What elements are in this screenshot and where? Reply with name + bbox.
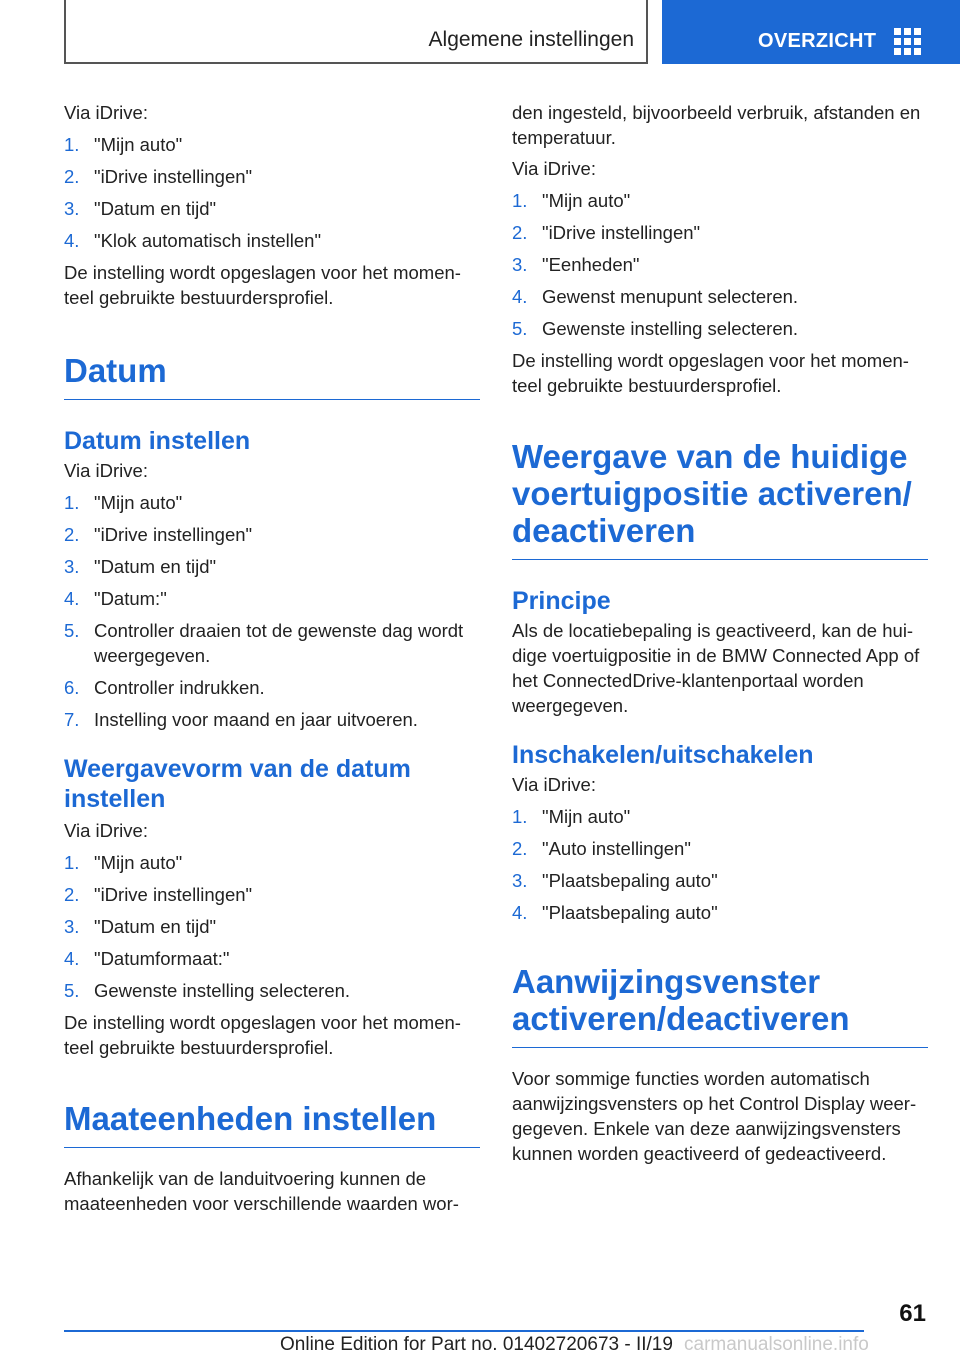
step-text: "iDrive instellingen"	[94, 884, 253, 905]
intro-steps	[64, 132, 480, 253]
hints-heading: Aanwijzingsvenster activeren/deactiveren	[512, 963, 928, 1048]
step-number: 2.	[512, 838, 528, 859]
principle-heading: Principe	[512, 587, 611, 615]
step-number: 1.	[64, 492, 80, 513]
list-item	[64, 196, 480, 221]
step-number: 1.	[64, 852, 80, 873]
datum-set-via: Via iDrive:	[64, 460, 148, 481]
list-item	[64, 850, 480, 875]
step-number: 2.	[512, 222, 528, 243]
footer-divider	[64, 1330, 864, 1332]
step-number: 2.	[64, 166, 80, 187]
step-text: "Datum en tijd"	[94, 916, 217, 937]
step-text: Instelling voor maand en jaar uitvoeren.	[94, 709, 418, 730]
units-note: De instelling wordt opgeslagen voor het momen‐teel gebruikte bestuurdersprofiel.	[512, 350, 909, 396]
list-item	[512, 220, 928, 245]
step-text: "Mijn auto"	[94, 134, 183, 155]
step-text: "Mijn auto"	[94, 492, 183, 513]
intro-note: De instelling wordt opgeslagen voor het momen‐teel gebruikte bestuurdersprofiel.	[64, 262, 461, 308]
step-text: "Datumformaat:"	[94, 948, 230, 969]
step-text: "Plaatsbepaling auto"	[542, 870, 718, 891]
step-text: Gewenst menupunt selecteren.	[542, 286, 799, 307]
grid-icon	[894, 28, 922, 56]
step-number: 3.	[64, 916, 80, 937]
step-number: 2.	[64, 884, 80, 905]
units-via: Via iDrive:	[512, 158, 596, 179]
step-text: "Datum:"	[94, 588, 167, 609]
step-text: "Eenheden"	[542, 254, 640, 275]
left-column	[64, 100, 480, 1216]
step-number: 3.	[64, 198, 80, 219]
step-number: 4.	[64, 948, 80, 969]
step-text: "Mijn auto"	[94, 852, 183, 873]
list-item	[64, 586, 480, 611]
step-text: "iDrive instellingen"	[94, 166, 253, 187]
overview-button[interactable]	[662, 0, 960, 64]
datum-set-heading: Datum instellen	[64, 427, 251, 455]
toggle-via: Via iDrive:	[512, 774, 596, 795]
list-item	[64, 707, 480, 732]
step-number: 4.	[512, 902, 528, 923]
list-item	[512, 900, 928, 925]
datum-set-steps	[64, 490, 480, 732]
overview-label: OVERZICHT	[758, 30, 877, 52]
list-item	[64, 946, 480, 971]
step-number: 6.	[64, 677, 80, 698]
list-item	[512, 284, 928, 309]
header-section-box	[64, 0, 648, 64]
datum-format-heading: Weergavevorm van de datum instellen	[64, 755, 411, 813]
list-item	[512, 836, 928, 861]
datum-heading: Datum	[64, 352, 480, 400]
units-text-start: Afhankelijk van de landuitvoering kunnen de maateenheden voor verschillende waarden wor‐	[64, 1168, 459, 1214]
step-text: "Datum en tijd"	[94, 198, 217, 219]
principle-text: Als de locatiebepaling is geactiveerd, kan de hui‐dige voertuigpositie in de BMW Connected App of het ConnectedDrive-klantenportaal worden weergegeven.	[512, 620, 920, 716]
toggle-steps	[512, 804, 928, 925]
list-item	[512, 252, 928, 277]
edition-text: Online Edition for Part no. 01402720673 - II/19	[280, 1334, 673, 1355]
step-number: 4.	[64, 588, 80, 609]
watermark-text: carmanualsonline.info	[684, 1334, 869, 1355]
step-text: "Mijn auto"	[542, 806, 631, 827]
units-heading: Maateenheden instellen	[64, 1100, 480, 1148]
step-number: 4.	[64, 230, 80, 251]
datum-format-note: De instelling wordt opgeslagen voor het momen‐teel gebruikte bestuurdersprofiel.	[64, 1012, 461, 1058]
datum-format-steps	[64, 850, 480, 1003]
list-item	[64, 978, 480, 1003]
step-text: "Klok automatisch instellen"	[94, 230, 322, 251]
list-item	[64, 675, 480, 700]
list-item	[512, 316, 928, 341]
hints-text: Voor sommige functies worden automatisch aanwijzingsvensters op het Control Display weer‐gegeven. Enkele van deze aanwijzingsvensters kunnen worden geactiveerd of gedeactiveerd.	[512, 1068, 917, 1164]
list-item	[64, 914, 480, 939]
units-steps	[512, 188, 928, 341]
step-text: Gewenste instelling selecteren.	[94, 980, 351, 1001]
list-item	[64, 490, 480, 515]
step-number: 1.	[512, 190, 528, 211]
list-item	[64, 618, 480, 668]
right-column	[512, 100, 928, 1166]
step-number: 7.	[64, 709, 80, 730]
step-text: Controller indrukken.	[94, 677, 265, 698]
list-item	[64, 228, 480, 253]
list-item	[64, 522, 480, 547]
step-number: 5.	[64, 980, 80, 1001]
step-number: 1.	[64, 134, 80, 155]
step-number: 3.	[512, 254, 528, 275]
datum-format-via: Via iDrive:	[64, 820, 148, 841]
step-number: 3.	[512, 870, 528, 891]
list-item	[512, 868, 928, 893]
step-number: 3.	[64, 556, 80, 577]
step-text: "iDrive instellingen"	[542, 222, 701, 243]
list-item	[512, 804, 928, 829]
list-item	[512, 188, 928, 213]
page-number: 61	[899, 1300, 926, 1327]
list-item	[64, 132, 480, 157]
step-text: "Auto instellingen"	[542, 838, 691, 859]
step-text: Gewenste instelling selecteren.	[542, 318, 799, 339]
list-item	[64, 882, 480, 907]
step-number: 2.	[64, 524, 80, 545]
units-text-cont: den ingesteld, bijvoorbeeld verbruik, afstanden en temperatuur.	[512, 102, 921, 148]
step-text: "Mijn auto"	[542, 190, 631, 211]
step-number: 1.	[512, 806, 528, 827]
list-item	[64, 164, 480, 189]
header-section-title: Algemene instellingen	[428, 28, 634, 51]
step-number: 5.	[64, 620, 80, 641]
intro-via: Via iDrive:	[64, 102, 148, 123]
toggle-heading: Inschakelen/uitschakelen	[512, 741, 814, 769]
step-text: "Datum en tijd"	[94, 556, 217, 577]
list-item	[64, 554, 480, 579]
step-text: "Plaatsbepaling auto"	[542, 902, 718, 923]
step-text: Controller draaien tot de gewenste dag wordt weergegeven.	[94, 620, 464, 666]
step-number: 4.	[512, 286, 528, 307]
step-text: "iDrive instellingen"	[94, 524, 253, 545]
position-heading: Weergave van de huidige voertuigpositie activeren/ deactiveren	[512, 438, 928, 560]
step-number: 5.	[512, 318, 528, 339]
